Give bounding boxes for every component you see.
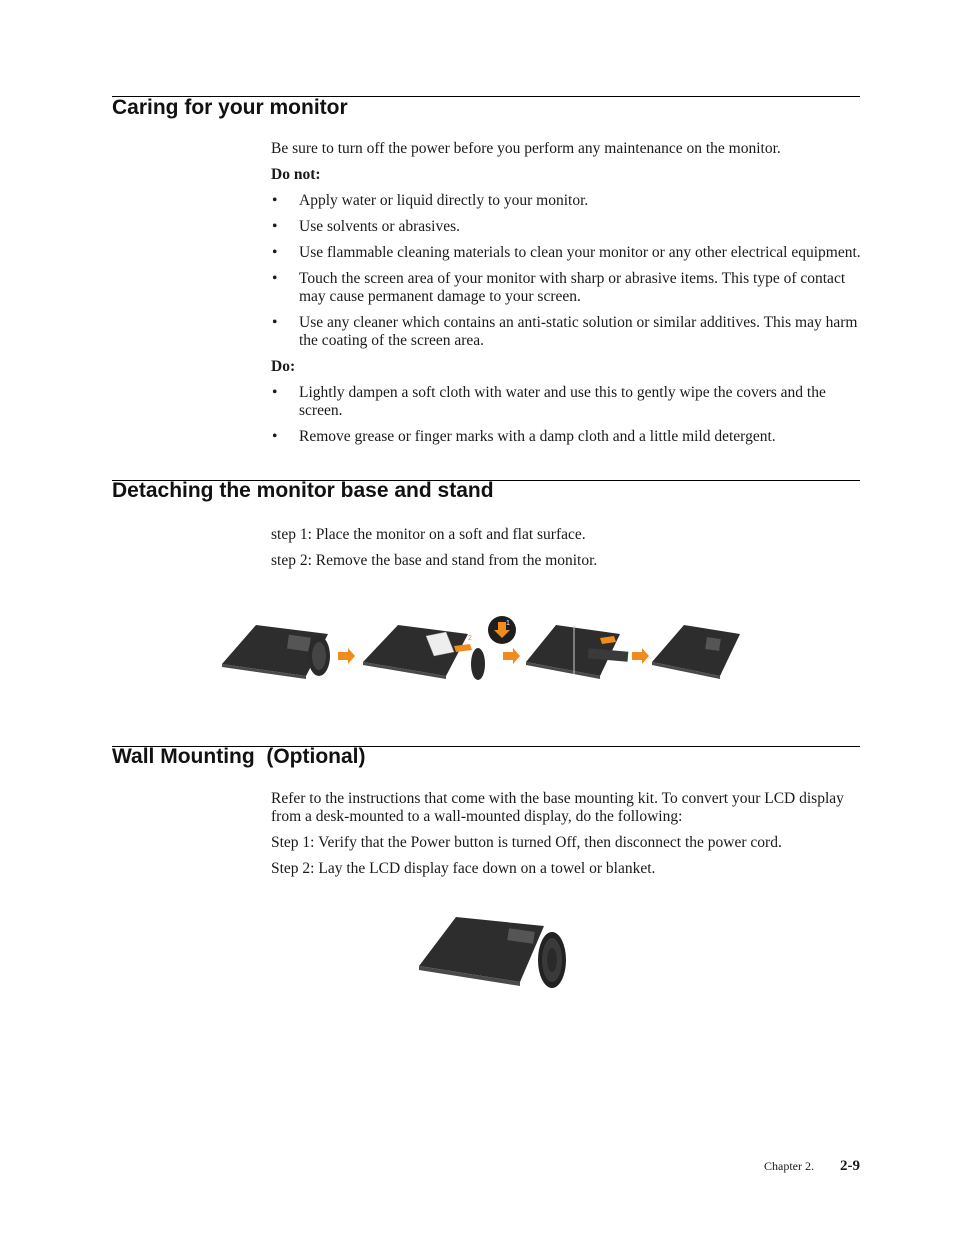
wall-step: Step 1: Verify that the Power button is turned Off, then disconnect the power cord. bbox=[271, 834, 782, 851]
page-footer bbox=[700, 1157, 860, 1175]
do-label: Do: bbox=[271, 358, 296, 375]
wall-body bbox=[271, 790, 861, 886]
wall-paragraph: Refer to the instructions that come with the base mounting kit. To convert your LCD display from a desk-mounted to a wall-mounted display, do the following: bbox=[271, 790, 844, 825]
section-title-caring: Caring for your monitor bbox=[112, 96, 348, 119]
do-list bbox=[271, 384, 861, 446]
monitor-removing-stand-image bbox=[363, 616, 516, 680]
list-item: • Use solvents or abrasives. bbox=[271, 218, 861, 236]
caring-intro: Be sure to turn off the power before you perform any maintenance on the monitor. bbox=[271, 140, 781, 157]
callout-number: 1 bbox=[506, 620, 510, 627]
monitor-with-stand-image bbox=[222, 625, 330, 679]
section-title-wall-mounting: Wall Mounting (Optional) bbox=[112, 745, 366, 768]
detaching-step: step 1: Place the monitor on a soft and flat surface. bbox=[271, 526, 586, 543]
detaching-body bbox=[271, 526, 861, 578]
monitor-sliding-stand-image bbox=[526, 625, 628, 679]
list-item: • Lightly dampen a soft cloth with water and use this to gently wipe the covers and the screen. bbox=[271, 384, 861, 420]
list-item: • Touch the screen area of your monitor with sharp or abrasive items. This type of contact may cause permanent damage to your screen. bbox=[271, 270, 861, 306]
detaching-step: step 2: Remove the base and stand from the monitor. bbox=[271, 552, 598, 569]
chapter-label: Chapter 2. bbox=[764, 1159, 814, 1173]
arrow-icon bbox=[632, 648, 649, 664]
arrow-icon bbox=[338, 648, 355, 664]
monitor-without-stand-image bbox=[652, 625, 740, 679]
callout-number: 2 bbox=[468, 635, 472, 642]
wall-step: Step 2: Lay the LCD display face down on a towel or blanket. bbox=[271, 860, 656, 877]
list-item: • Use any cleaner which contains an anti-static solution or similar additives. This may harm the coating of the screen area. bbox=[271, 314, 861, 350]
page-number: 2-9 bbox=[840, 1158, 860, 1174]
list-item: • Remove grease or finger marks with a damp cloth and a little mild detergent. bbox=[271, 428, 861, 446]
arrow-icon bbox=[503, 648, 520, 664]
list-item: • Apply water or liquid directly to your monitor. bbox=[271, 192, 861, 210]
donot-list bbox=[271, 192, 861, 350]
donot-label: Do not: bbox=[271, 166, 321, 183]
detach-stand-illustration bbox=[218, 612, 758, 690]
list-item: • Use flammable cleaning materials to clean your monitor or any other electrical equipment. bbox=[271, 244, 861, 262]
section-title-detaching: Detaching the monitor base and stand bbox=[112, 479, 494, 502]
caring-body bbox=[271, 140, 861, 454]
monitor-face-down-illustration bbox=[416, 914, 570, 992]
